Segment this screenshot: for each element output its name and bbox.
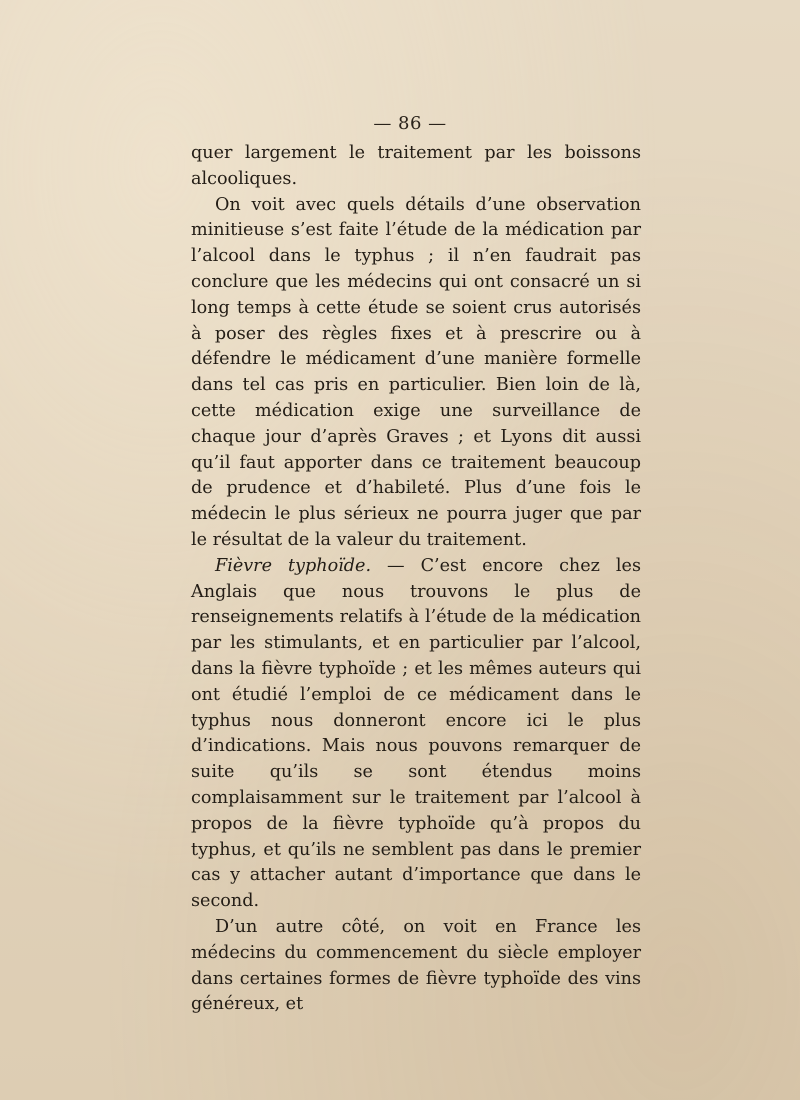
paragraph-1-text: quer largement le traitement par les boissons alcooliques. <box>191 143 641 189</box>
paragraph-3-text: — C’est encore chez les Anglais que nous trouvons le plus de renseignements relatifs à l’étude de la médication par les stimulants, et en particulier par l’alcool, dans la fièvre typhoïde ; et les mêmes auteurs qui ont étudié l’emploi de ce médicament dans le typhus nous donneront encore ici le plus d’indications. Mais nous pouvons remarquer de suite qu’ils se sont étendus moins complaisamment sur le traitement par l’alcool à propos de la fièvre typhoïde qu’à propos du typhus, et qu’ils ne semblent pas dans le premier cas y attacher autant d’importance que dans le second. <box>191 555 641 912</box>
body-text <box>191 141 641 1018</box>
paragraph-2-text: On voit avec quels détails d’une observation minitieuse s’est faite l’étude de la médication par l’alcool dans le typhus ; il n’en faudrait pas conclure que les médecins qui ont consacré un si long temps à cette étude se soient crus autorisés à poser des règles fixes et à prescrire ou à défendre le médicament d’une manière formelle dans tel cas pris en particulier. Bien loin de là, cette médication exige une surveillance de chaque jour d’après Graves ; et Lyons dit aussi qu’il faut apporter dans ce traitement beaucoup de prudence et d’habileté. Plus d’une fois le médecin le plus sérieux ne pourra juger que par le résultat de la valeur du traitement. <box>191 194 641 550</box>
paragraph-2 <box>191 193 641 554</box>
paragraph-4-text: D’un autre côté, on voit en France les médecins du commencement du siècle employer dans certaines formes de fièvre typhoïde des vins généreux, et <box>191 916 641 1015</box>
paragraph-1 <box>191 141 641 193</box>
section-heading-fievre-typhoide: Fièvre typhoïde. <box>215 555 372 576</box>
paragraph-4 <box>191 915 641 1018</box>
paragraph-3 <box>191 554 641 915</box>
page-number: — 86 — <box>373 113 447 134</box>
